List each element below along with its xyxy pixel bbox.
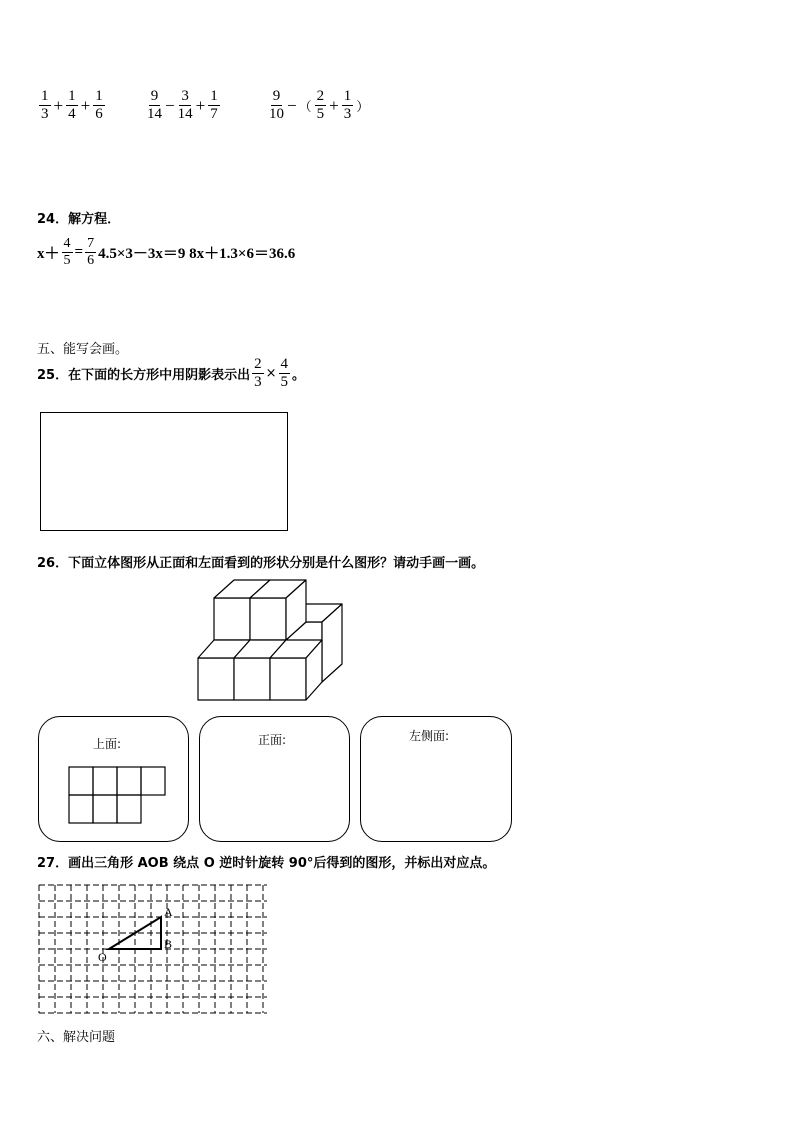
equation-1-prefix: x＋ [37, 246, 60, 262]
top-view-grid [68, 766, 170, 826]
q25-question [37, 356, 305, 391]
numerator: 4 [63, 236, 71, 251]
operator: − [287, 95, 297, 115]
top-view-box [38, 716, 189, 842]
fraction [208, 88, 220, 123]
expression-3 [267, 88, 370, 123]
equals-sign: = [74, 244, 84, 260]
front-view-label: 正面: [258, 733, 287, 747]
expression-1 [37, 88, 107, 123]
operator: + [53, 95, 64, 115]
section-5-heading: 五、能写会画。 [37, 342, 129, 357]
cube-solid-figure [196, 578, 378, 702]
numerator: 4 [280, 356, 288, 372]
numerator: 2 [254, 356, 262, 372]
expression-2 [145, 88, 222, 123]
front-view-box[interactable] [199, 716, 350, 842]
fraction [279, 356, 291, 391]
point-b-label: B [164, 937, 173, 951]
denominator: 6 [87, 253, 95, 268]
denominator: 6 [95, 106, 103, 122]
left-paren: （ [298, 99, 312, 114]
numerator: 3 [181, 88, 189, 104]
point-a-label: A [164, 905, 173, 919]
times-sign: × [265, 366, 277, 381]
left-view-box[interactable] [360, 716, 512, 842]
numerator: 9 [150, 88, 159, 104]
denominator: 4 [68, 106, 76, 122]
point-o-label: O [98, 950, 107, 964]
section-6-heading: 六、解决问题 [37, 1030, 116, 1045]
fraction [85, 236, 96, 269]
fraction [178, 88, 193, 123]
fraction [252, 356, 264, 391]
denominator: 3 [41, 106, 49, 122]
operator: + [80, 95, 91, 115]
fraction [269, 88, 284, 123]
denominator: 14 [147, 106, 162, 122]
q25-text: 25．在下面的长方形中用阴影表示出 [37, 368, 251, 383]
denominator: 5 [316, 106, 325, 122]
numerator: 7 [87, 236, 95, 251]
right-paren: ） [356, 99, 370, 114]
fraction [39, 88, 51, 123]
shading-rectangle[interactable] [40, 412, 288, 531]
operator: + [329, 95, 339, 115]
operator: + [195, 95, 206, 115]
numerator: 1 [68, 88, 76, 104]
denominator: 7 [210, 106, 218, 122]
numerator: 2 [316, 88, 325, 104]
numerator: 1 [41, 88, 49, 104]
q24-title: 24．解方程． [37, 212, 121, 227]
fraction [315, 88, 327, 123]
left-view-label: 左侧面: [409, 729, 450, 743]
numerator: 1 [95, 88, 103, 104]
denominator: 14 [177, 106, 193, 122]
denominator: 5 [63, 253, 71, 268]
denominator: 5 [280, 374, 288, 390]
denominator: 3 [254, 374, 262, 390]
cube [270, 640, 322, 700]
fraction [342, 88, 354, 123]
fraction [66, 88, 78, 123]
fraction [62, 236, 73, 269]
q26-title: 26．下面立体图形从正面和左面看到的形状分别是什么图形？请动手画一画。 [37, 556, 485, 571]
top-view-label: 上面: [93, 737, 122, 751]
calc-row [37, 88, 417, 130]
period: 。 [292, 368, 306, 383]
denominator: 10 [269, 106, 284, 122]
numerator: 1 [343, 88, 352, 104]
rotation-grid[interactable] [37, 884, 269, 1016]
numerator: 1 [210, 88, 218, 104]
q24-equations [37, 236, 295, 269]
equation-3: 8x＋1.3×6＝36.6 [189, 246, 296, 262]
fraction [93, 88, 105, 123]
equation-2: 4.5×3－3x＝9 [98, 246, 186, 262]
q27-title: 27．画出三角形 AOB 绕点 O 逆时针旋转 90°后得到的图形，并标出对应点。 [37, 856, 496, 871]
operator: − [165, 95, 175, 115]
fraction [147, 88, 162, 123]
denominator: 3 [343, 106, 352, 122]
numerator: 9 [272, 88, 281, 104]
